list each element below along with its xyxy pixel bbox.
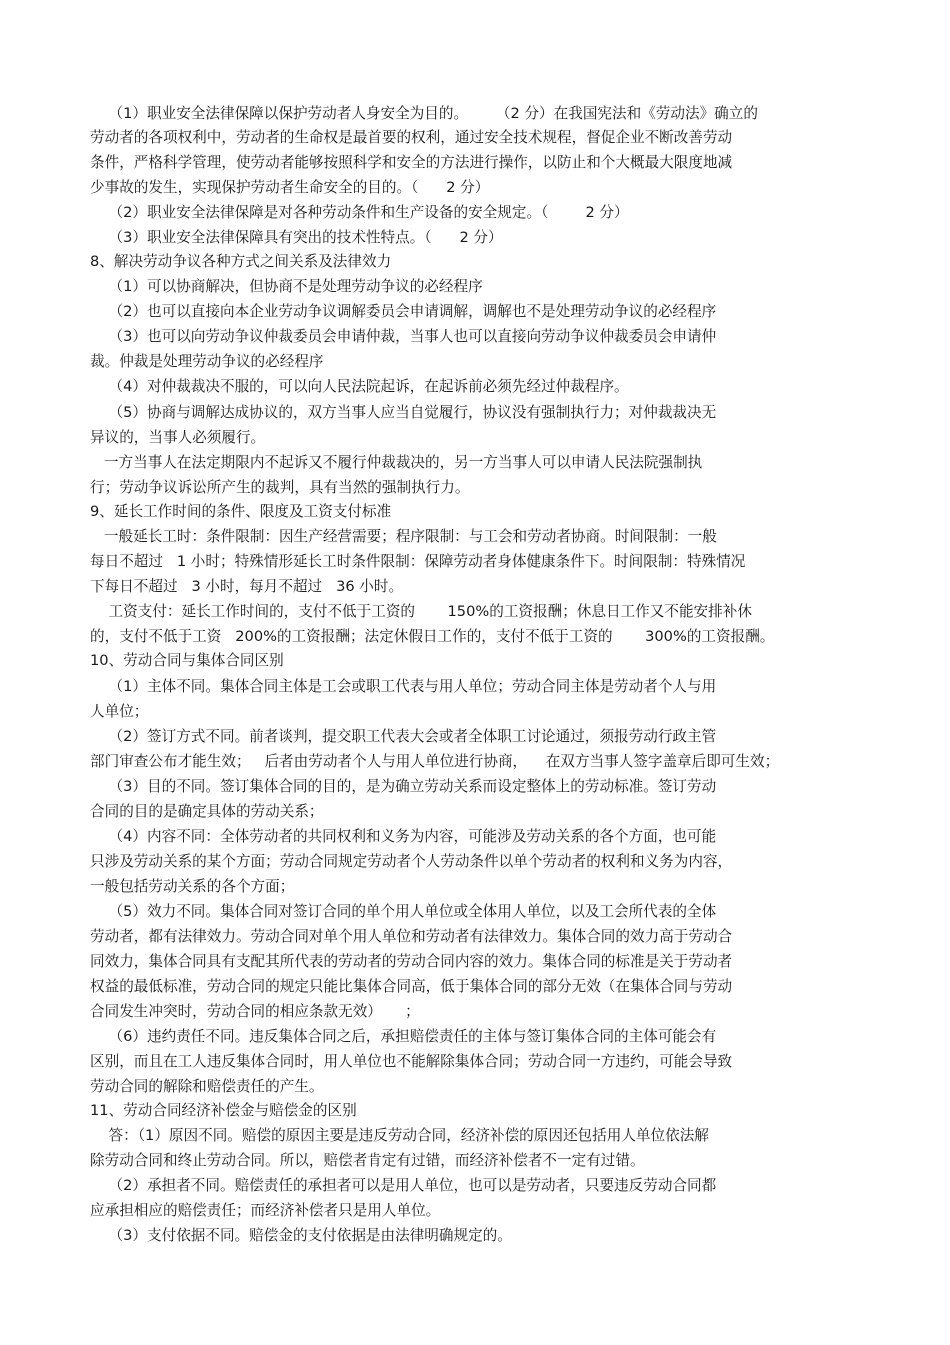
text-line: 工资支付：延长工作时间的，支付不低于工资的 150%的工资报酬；休息日工作又不能安排补休	[90, 603, 752, 620]
text-line: （2）也可以直接向本企业劳动争议调解委员会申请调解，调解也不是处理劳动争议的必经程序	[90, 303, 717, 320]
text-line: 一般延长工时：条件限制：因生产经营需要；程序限制：与工会和劳动者协商。时间限制：一般	[90, 528, 717, 545]
text-line: （4）对仲裁裁决不服的，可以向人民法院起诉，在起诉前必须先经过仲裁程序。	[90, 378, 629, 395]
text-line: 劳动合同的解除和赔偿责任的产生。	[90, 1078, 324, 1095]
text-line: （3）职业安全法律保障具有突出的技术性特点。（ 2 分）	[90, 229, 503, 246]
text-line: 每日不超过 1 小时；特殊情形延长工时条件限制：保障劳动者身体健康条件下。时间限制：特殊情况	[90, 553, 746, 570]
text-line: 下每日不超过 3 小时，每月不超过 36 小时。	[90, 578, 404, 595]
text-line: 只涉及劳动关系的某个方面；劳动合同规定劳动者个人劳动条件以单个劳动者的权利和义务为内容，	[90, 853, 733, 870]
text-line: （2）职业安全法律保障是对各种劳动条件和生产设备的安全规定。（ 2 分）	[90, 204, 629, 221]
text-line: 行；劳动争议诉讼所产生的裁判，具有当然的强制执行力。	[90, 479, 470, 496]
section-heading-10: 10、劳动合同与集体合同区别	[90, 652, 284, 669]
text-line: （4）内容不同：全体劳动者的共同权利和义务为内容，可能涉及劳动关系的各个方面，也可能	[90, 828, 717, 845]
text-line: 劳动者的各项权利中，劳动者的生命权是最首要的权利，通过安全技术规程，督促企业不断改善劳动	[90, 129, 733, 146]
text-line: （5）效力不同。集体合同对签订合同的单个用人单位或全体用人单位，以及工会所代表的全体	[90, 903, 717, 920]
text-line: 条件，严格科学管理，使劳动者能够按照科学和安全的方法进行操作，以防止和个大概最大限度地减	[90, 154, 733, 171]
text-line: 裁。仲裁是处理劳动争议的必经程序	[90, 353, 324, 370]
text-line: （3）目的不同。签订集体合同的目的，是为确立劳动关系而设定整体上的劳动标准。签订劳动	[90, 778, 717, 795]
text-line: 区别，而且在工人违反集体合同时，用人单位也不能解除集体合同；劳动合同一方违约，可能会导致	[90, 1053, 733, 1070]
section-heading-9: 9、延长工作时间的条件、限度及工资支付标准	[90, 503, 392, 520]
text-line: （1）主体不同。集体合同主体是工会或职工代表与用人单位；劳动合同主体是劳动者个人与用	[90, 678, 717, 695]
text-line: 权益的最低标准，劳动合同的规定只能比集体合同高，低于集体合同的部分无效（在集体合同与劳动	[90, 978, 733, 995]
text-line: 一方当事人在法定期限内不起诉又不履行仲裁裁决的，另一方当事人可以申请人民法院强制执	[90, 454, 703, 471]
text-line: 少事故的发生，实现保护劳动者生命安全的目的。（ 2 分）	[90, 179, 490, 196]
text-line: 一般包括劳动关系的各个方面；	[90, 878, 295, 895]
text-line: 合同的目的是确定具体的劳动关系；	[90, 803, 324, 820]
text-line: 合同发生冲突时，劳动合同的相应条款无效） ；	[90, 1003, 420, 1020]
text-line: 除劳动合同和终止劳动合同。所以，赔偿者肯定有过错，而经济补偿者不一定有过错。	[90, 1152, 645, 1169]
text-line: （2）签订方式不同。前者谈判，提交职工代表大会或者全体职工讨论通过，须报劳动行政主管	[90, 728, 717, 745]
text-line: 部门审查公布才能生效； 后者由劳动者个人与用人单位进行协商， 在双方当事人签字盖章后即可生效；	[90, 753, 780, 770]
section-heading-8: 8、解决劳动争议各种方式之间关系及法律效力	[90, 253, 392, 270]
text-line: （6）违约责任不同。违反集体合同之后，承担赔偿责任的主体与签订集体合同的主体可能会有	[90, 1028, 717, 1045]
text-line: （2）承担者不同。赔偿责任的承担者可以是用人单位，也可以是劳动者，只要违反劳动合同都	[90, 1177, 717, 1194]
text-line: 应承担相应的赔偿责任；而经济补偿者只是用人单位。	[90, 1202, 441, 1219]
text-line: （5）协商与调解达成协议的，双方当事人应当自觉履行，协议没有强制执行力；对仲裁裁决无	[90, 404, 717, 421]
text-line: （1）可以协商解决，但协商不是处理劳动争议的必经程序	[90, 278, 483, 295]
section-heading-11: 11、劳动合同经济补偿金与赔偿金的区别	[90, 1102, 357, 1119]
text-line: （1）职业安全法律保障以保护劳动者人身安全为目的。 （2 分）在我国宪法和《劳动法》确立的	[90, 105, 758, 122]
text-line: 异议的，当事人必须履行。	[90, 429, 266, 446]
text-line: （3）也可以向劳动争议仲裁委员会申请仲裁，当事人也可以直接向劳动争议仲裁委员会申请仲	[90, 328, 717, 345]
text-line: 的，支付不低于工资 200%的工资报酬；法定休假日工作的，支付不低于工资的 300%的工资报酬。	[90, 628, 775, 645]
text-line: 劳动者，都有法律效力。劳动合同对单个用人单位和劳动者有法律效力。集体合同的效力高于劳动合	[90, 928, 733, 945]
text-line: （3）支付依据不同。赔偿金的支付依据是由法律明确规定的。	[90, 1227, 512, 1244]
text-line: 答：（1）原因不同。赔偿的原因主要是违反劳动合同，经济补偿的原因还包括用人单位依法解	[90, 1127, 709, 1144]
text-line: 同效力，集体合同具有支配其所代表的劳动者的劳动合同内容的效力。集体合同的标准是关于劳动者	[90, 953, 733, 970]
text-line: 人单位；	[90, 703, 149, 720]
